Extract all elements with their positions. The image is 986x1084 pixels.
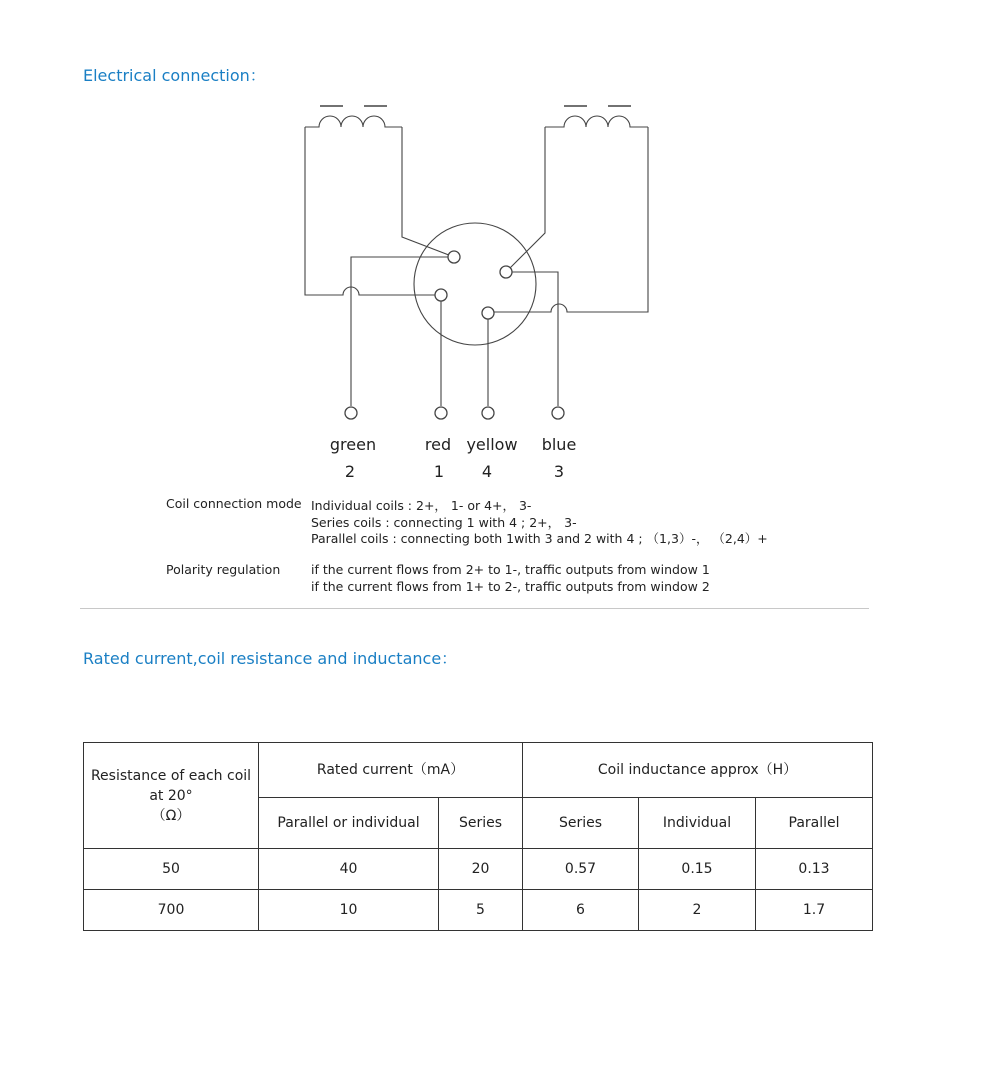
connector-pin xyxy=(435,289,447,301)
green-lead-wire xyxy=(351,257,454,406)
table-cell: 10 xyxy=(259,890,439,931)
table-header-row xyxy=(84,743,873,798)
connector-pin xyxy=(482,307,494,319)
blue-lead-wire xyxy=(506,272,558,406)
table-cell: 0.15 xyxy=(639,849,756,890)
table-cell: 6 xyxy=(523,890,639,931)
resistance-header: Resistance of each coil at 20° （Ω） xyxy=(84,743,259,849)
connector-pin xyxy=(448,251,460,263)
table-row xyxy=(84,890,873,931)
polarity-line: if the current flows from 2+ to 1-, traffic outputs from window 1 xyxy=(311,562,710,577)
table-cell: 0.57 xyxy=(523,849,639,890)
table-cell: 2 xyxy=(639,890,756,931)
lead-color-blue: blue xyxy=(541,435,577,454)
electrical-connection-title: Electrical connection： xyxy=(83,66,266,85)
polarity-line: if the current flows from 1+ to 2-, traffic outputs from window 2 xyxy=(311,579,710,594)
coil-connection-line: Individual coils : 2+， 1- or 4+， 3- xyxy=(311,498,532,513)
lead-number-4: 4 xyxy=(481,462,493,481)
inductance-header: Coil inductance approx（H） xyxy=(523,743,873,798)
right-coil-winding xyxy=(545,116,648,127)
left-coil-wire xyxy=(402,127,454,257)
lead-number-2: 2 xyxy=(344,462,356,481)
section-divider xyxy=(80,608,869,609)
subheader-parallel-or-individual: Parallel or individual xyxy=(259,798,439,849)
table-cell: 700 xyxy=(84,890,259,931)
left-coil-wire xyxy=(305,127,438,295)
lead-color-green: green xyxy=(329,435,377,454)
subheader-series-inductance: Series xyxy=(523,798,639,849)
left-coil-winding xyxy=(305,116,402,127)
table-cell: 0.13 xyxy=(756,849,873,890)
rated-current-title: Rated current,coil resistance and inductance： xyxy=(83,649,458,668)
subheader-series-current: Series xyxy=(439,798,523,849)
blue-lead-terminal xyxy=(552,407,564,419)
connector-body xyxy=(414,223,536,345)
polarity-label: Polarity regulation xyxy=(166,562,281,577)
connector-pin xyxy=(500,266,512,278)
rated-current-table xyxy=(83,742,873,931)
table-row xyxy=(84,849,873,890)
table-cell: 40 xyxy=(259,849,439,890)
lead-color-yellow: yellow xyxy=(466,435,518,454)
coil-connection-line: Parallel coils : connecting both 1with 3 and 2 with 4 ; （1,3）-， （2,4）+ xyxy=(311,531,768,546)
subheader-individual-inductance: Individual xyxy=(639,798,756,849)
connector-wiring-diagram xyxy=(0,0,986,500)
lead-number-3: 3 xyxy=(553,462,565,481)
rated-current-header: Rated current（mA） xyxy=(259,743,523,798)
lead-color-red: red xyxy=(424,435,452,454)
right-coil-wire xyxy=(488,127,648,312)
lead-number-1: 1 xyxy=(433,462,445,481)
table-cell: 20 xyxy=(439,849,523,890)
subheader-parallel-inductance: Parallel xyxy=(756,798,873,849)
coil-connection-line: Series coils : connecting 1 with 4 ; 2+， 3- xyxy=(311,515,577,530)
green-lead-terminal xyxy=(345,407,357,419)
table-cell: 1.7 xyxy=(756,890,873,931)
table-cell: 50 xyxy=(84,849,259,890)
red-lead-terminal xyxy=(435,407,447,419)
yellow-lead-terminal xyxy=(482,407,494,419)
table-cell: 5 xyxy=(439,890,523,931)
coil-connection-label: Coil connection mode xyxy=(166,496,302,511)
